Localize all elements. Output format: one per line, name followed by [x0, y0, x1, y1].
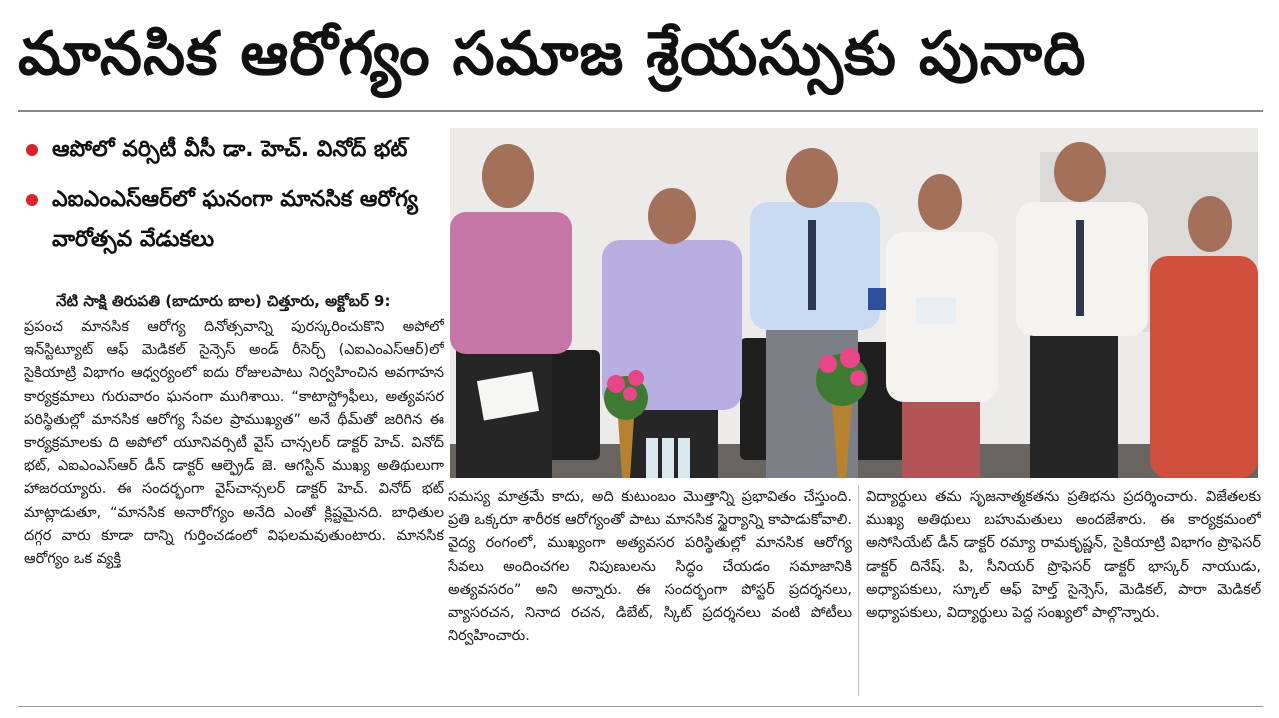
photo-person-tie — [1076, 220, 1084, 316]
bullet-list — [22, 130, 442, 270]
footer-rule — [18, 706, 1263, 707]
dateline: నేటి సాక్షి తిరుపతి (బాదూరు బాల) చిత్తూరు, అక్టోబర్ 9: — [56, 292, 391, 310]
photo-person-head — [1188, 196, 1232, 252]
photo-water-bottle — [678, 438, 690, 478]
bullet-item — [22, 130, 442, 170]
photo-person-trousers — [1030, 328, 1118, 478]
photo-person-head — [786, 148, 838, 208]
bullet-text: ఎఐఎంఎస్ఆర్‌లో ఘనంగా మానసిక ఆరోగ్య వారోత్సవ వేడుకలు — [52, 187, 418, 252]
article-column-3: విద్యార్థులు తమ సృజనాత్మకతను ప్రతిభను ప్రదర్శించారు. విజేతలకు ముఖ్య అతిథులు బహుమతులు అందజేశారు. ఈ కార్యక్రమంలో అసోసియేట్ డీన్ డాక్టర్ రమ్యా రామకృష్ణన్, సైకియాట్రి విభాగం ప్రొఫెసర్ డాక్టర్ దినేష్. పి, సీనియర్ ప్రొఫెసర్ డాక్టర్ భాస్కర్ నాయుడు, అధ్యాపకులు, స్కూల్ ఆఫ్ హెల్త్ సైన్సెస్, మెడికల్, పారా మెడికల్ అధ్యాపకులు, విద్యార్థులు పెద్ద సంఖ్యలో పాల్గొన్నారు. — [866, 489, 1261, 622]
red-bullet-icon — [26, 144, 38, 156]
photo-flower — [628, 370, 644, 386]
column-divider — [858, 486, 859, 696]
event-photo — [450, 128, 1258, 478]
photo-certificate — [916, 298, 956, 324]
photo-flower — [623, 387, 637, 401]
photo-flower — [840, 348, 860, 368]
photo-person-head — [648, 188, 696, 244]
photo-person-tie — [808, 220, 816, 310]
photo-person-head — [482, 144, 534, 208]
photo-person-skirt — [902, 394, 980, 478]
photo-water-bottle — [662, 438, 674, 478]
photo-person-head — [918, 174, 962, 230]
article-column-2: సమస్య మాత్రమే కాదు, అది కుటుంబం మొత్తాన్ని ప్రభావితం చేస్తుంది. ప్రతి ఒక్కరూ శారీరక ఆరోగ్యంతో పాటు మానసిక స్థైర్యాన్ని కాపాడుకోవాలి. వైద్య రంగంలో, ముఖ్యంగా అత్యవసర పరిస్థితుల్లో మానసిక ఆరోగ్య సేవలు అందించగల నిపుణులను సిద్ధం చేయడం సమాజానికి అత్యవసరం” అని అన్నారు. ఈ సందర్భంగా పోస్టర్ ప్రదర్శనలు, వ్యాసరచన, నినాద రచన, డిబేట్, స్కిట్ ప్రదర్శనలు వంటి పోటీలు నిర్వహించారు. — [448, 489, 852, 645]
event-photo-illustration — [450, 128, 1258, 478]
photo-flower — [607, 375, 625, 393]
photo-flower — [819, 355, 837, 373]
photo-person-head — [1054, 142, 1106, 202]
bullet-item — [22, 180, 442, 260]
headline-rule — [18, 110, 1263, 112]
article-column-1: ప్రపంచ మానసిక ఆరోగ్య దినోత్సవాన్ని పురస్కరించుకొని అపోలో ఇన్‌స్టిట్యూట్ ఆఫ్ మెడికల్ సైన్సెస్ అండ్ రీసెర్చ్ (ఎఐఎంఎస్ఆర్)లో సైకియాట్రి విభాగం ఆధ్వర్యంలో ఐదు రోజులపాటు నిర్వహించిన అవగాహన కార్యక్రమాలు గురువారం ఘనంగా ముగిశాయి. “కాటాస్ట్రోఫీలు, అత్యవసర పరిస్థితుల్లో మానసిక ఆరోగ్య సేవల ప్రాముఖ్యత” అనే థీమ్‌తో జరిగిన ఈ కార్యక్రమాలకు ది అపోలో యూనివర్సిటీ వైస్ చాన్సలర్ డాక్టర్ హెచ్. వినోద్ భట్, ఎఐఎంఎస్ఆర్ డీన్ డాక్టర్ ఆల్ఫ్రెడ్ జె. ఆగస్టిన్ ముఖ్య అతిథులుగా హాజరయ్యారు. ఈ సందర్భంగా వైస్‌చాన్సలర్ డాక్టర్ హెచ్. వినోద్ భట్ మాట్లాడుతూ, “మానసిక అనారోగ్యం అనేది ఎంతో క్లిష్టమైనది. బాధితుల దగ్గర వారు కూడా దాన్ని గుర్తించడంలో విఫలమవుతుంటారు. మానసిక ఆరోగ్యం ఒక వ్యక్తి — [24, 319, 444, 568]
photo-water-bottle — [646, 438, 658, 478]
bullet-text: ఆపోలో వర్సిటీ వీసీ డా. హెచ్. వినోద్ భట్ — [52, 137, 408, 162]
photo-person-dress — [1150, 256, 1258, 478]
photo-flower — [850, 370, 866, 386]
photo-person-shirt — [450, 212, 572, 354]
headline: మానసిక ఆరోగ్యం సమాజ శ్రేయస్సుకు పునాది — [18, 19, 1087, 89]
red-bullet-icon — [26, 194, 38, 206]
